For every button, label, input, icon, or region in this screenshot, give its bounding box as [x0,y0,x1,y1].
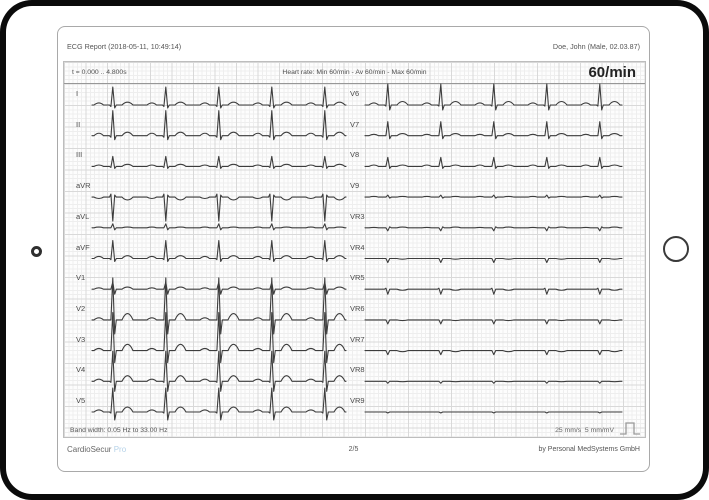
ecg-trace-I [92,87,346,108]
ecg-trace-VR9 [365,412,622,413]
ecg-trace-VR6 [365,320,622,324]
ecg-trace-III [92,156,346,168]
ecg-trace-VR7 [365,351,622,355]
lead-label-VR7: VR7 [350,334,365,344]
heart-rate-summary: Heart rate: Min 60/min - Av 60/min - Max 60/min [282,69,427,76]
ecg-trace-VR8 [365,381,622,383]
ecg-trace-V7 [365,122,622,139]
home-button[interactable] [663,236,689,262]
front-camera [31,246,42,257]
calibration-pulse-icon [619,420,641,436]
lead-label-V6: V6 [350,89,360,98]
brand-logo [67,445,126,454]
patient-info: Doe, John (Male, 02.03.87) [552,42,640,51]
report-title: ECG Report (2018-05-11, 10:49:14) [67,42,182,51]
ecg-trace-VR5 [365,288,622,294]
ecg-trace-VR3 [365,227,622,231]
lead-label-V8: V8 [350,150,360,160]
lead-label-V5: V5 [76,396,86,405]
ecg-trace-V6 [365,84,622,110]
brand-suffix: Pro [113,445,127,454]
brand-name: CardioSecur [67,445,112,454]
ecg-trace-VR4 [365,259,622,263]
ecg-trace-V8 [365,157,622,168]
lead-label-VR8: VR8 [350,365,365,375]
lead-label-III: III [76,150,83,160]
lead-label-VR4: VR4 [350,242,365,252]
lead-label-VR3: VR3 [350,211,365,221]
ecg-trace-V5 [92,388,346,420]
lead-label-VR5: VR5 [350,273,365,283]
lead-label-aVR: aVR [76,181,91,191]
lead-label-V1: V1 [76,273,86,283]
lead-label-V4: V4 [76,365,86,375]
lead-label-aVL: aVL [76,211,90,221]
lead-label-I: I [76,89,79,98]
lead-label-VR6: VR6 [350,303,365,313]
ecg-trace-aVL [92,224,346,230]
lead-label-V7: V7 [350,119,360,129]
ecg-trace-aVR [92,194,346,221]
band-width-label: Band width: 0.05 Hz to 33.00 Hz [70,427,168,434]
ecg-trace-V4 [92,351,346,391]
lead-label-V3: V3 [76,334,86,344]
manufacturer-line: by Personal MedSystems GmbH [538,446,640,453]
lead-label-aVF: aVF [76,242,90,252]
report-header [58,27,649,61]
lead-label-II: II [76,119,81,129]
ecg-trace-aVF [92,241,346,262]
time-range-label: t = 0.000 .. 4.800s [72,69,127,76]
lead-label-VR9: VR9 [350,396,365,405]
scale-info [555,420,641,436]
ecg-grid-paper [63,61,646,438]
page-indicator: 2/5 [348,446,359,453]
heart-rate-value: 60/min [588,64,636,81]
speed-gain-label: 25 mm/s 5 mm/mV [555,427,614,434]
app-screen [57,26,650,472]
lead-label-V9: V9 [350,181,360,191]
ecg-trace-II [92,111,346,140]
report-footer [58,436,649,471]
ecg-trace-V9 [365,195,622,198]
lead-label-V2: V2 [76,303,86,313]
